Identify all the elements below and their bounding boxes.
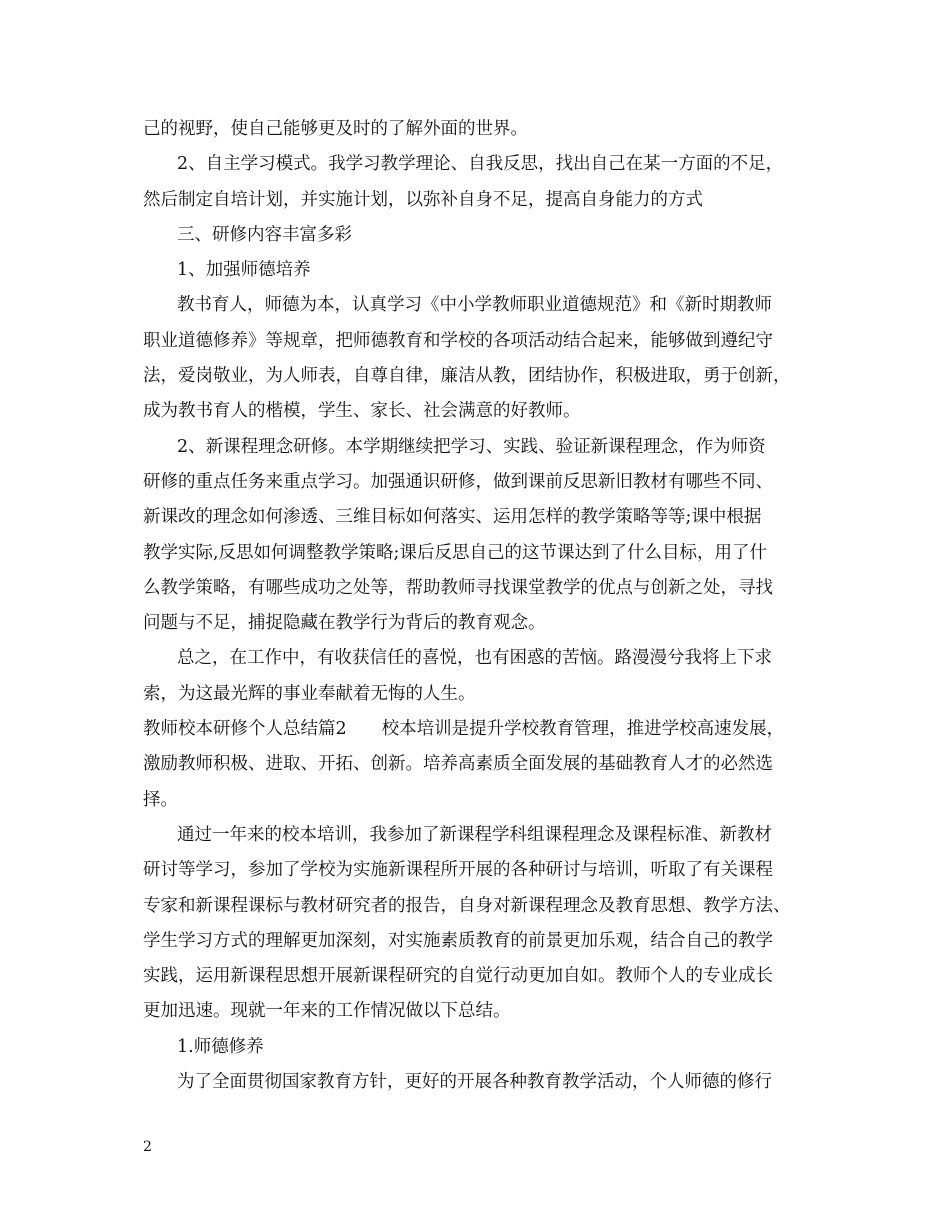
text-line: 通过一年来的校本培训，我参加了新课程学科组课程理念及课程标准、新教材: [177, 824, 772, 845]
text-line: 更加迅速。现就一年来的工作情况做以下总结。: [143, 1001, 511, 1022]
document-body: [143, 112, 833, 1100]
text-line: 激励教师积极、进取、开拓、创新。培养高素质全面发展的基础教育人才的必然选: [143, 754, 773, 775]
text-line: 学生学习方式的理解更加深刻，对实施素质教育的前景更加乐观，结合自己的教学: [143, 930, 773, 951]
text-line: 职业道德修养》等规章，把师德教育和学校的各项活动结合起来，能够做到遵纪守: [143, 330, 773, 351]
text-line: 新课改的理念如何渗透、三维目标如何落实、运用怎样的教学策略等等;课中根据: [143, 507, 762, 528]
text-line: 教书育人，师德为本，认真学习《中小学教师职业道德规范》和《新时期教师: [177, 295, 772, 316]
text-line: 索，为这最光辉的事业奉献着无悔的人生。: [143, 683, 476, 704]
text-line: 教师校本研修个人总结篇2 校本培训是提升学校教育管理，推进学校高速发展，: [143, 719, 785, 740]
text-line: 法，爱岗敬业，为人师表，自尊自律，廉洁从教，团结协作，积极进取，勇于创新，: [143, 366, 791, 387]
text-line: 择。: [143, 789, 178, 810]
page-number: 2: [143, 1139, 152, 1155]
text-line: 实践，运用新课程思想开展新课程研究的自觉行动更加自如。教师个人的专业成长: [143, 966, 773, 987]
text-line: 三、研修内容丰富多彩: [177, 224, 352, 245]
text-line: 教学实际,反思如何调整教学策略;课后反思自己的这节课达到了什么目标，用了什: [143, 542, 767, 563]
text-line: 研修的重点任务来重点学习。加强通识研修，做到课前反思新旧教材有哪些不同、: [143, 471, 773, 492]
text-line: 研讨等学习，参加了学校为实施新课程所开展的各种研讨与培训，听取了有关课程: [143, 860, 773, 881]
text-line: 专家和新课程课标与教材研究者的报告，自身对新课程理念及教育思想、教学方法、: [143, 895, 791, 916]
text-line: 2、自主学习模式。我学习教学理论、自我反思，找出自己在某一方面的不足，: [177, 154, 784, 175]
text-line: 么教学策略，有哪些成功之处等，帮助教师寻找课堂教学的优点与创新之处，寻找: [143, 577, 773, 598]
text-line: 1.师德修养: [177, 1036, 264, 1057]
text-line: 总之，在工作中，有收获信任的喜悦，也有困惑的苦恼。路漫漫兮我将上下求: [177, 648, 772, 669]
text-line: 1、加强师德培养: [177, 260, 311, 281]
text-line: 然后制定自培计划，并实施计划，以弥补自身不足，提高自身能力的方式: [143, 189, 703, 210]
text-line: 2、新课程理念研修。本学期继续把学习、实践、验证新课程理念，作为师资: [177, 436, 766, 457]
text-line: 为了全面贯彻国家教育方针，更好的开展各种教育教学活动，个人师德的修行: [177, 1072, 772, 1093]
text-line: 成为教书育人的楷模，学生、家长、社会满意的好教师。: [143, 401, 581, 422]
text-line: 问题与不足，捕捉隐藏在教学行为背后的教育观念。: [143, 613, 546, 634]
text-line: 己的视野，使自己能够更及时的了解外面的世界。: [143, 119, 528, 139]
